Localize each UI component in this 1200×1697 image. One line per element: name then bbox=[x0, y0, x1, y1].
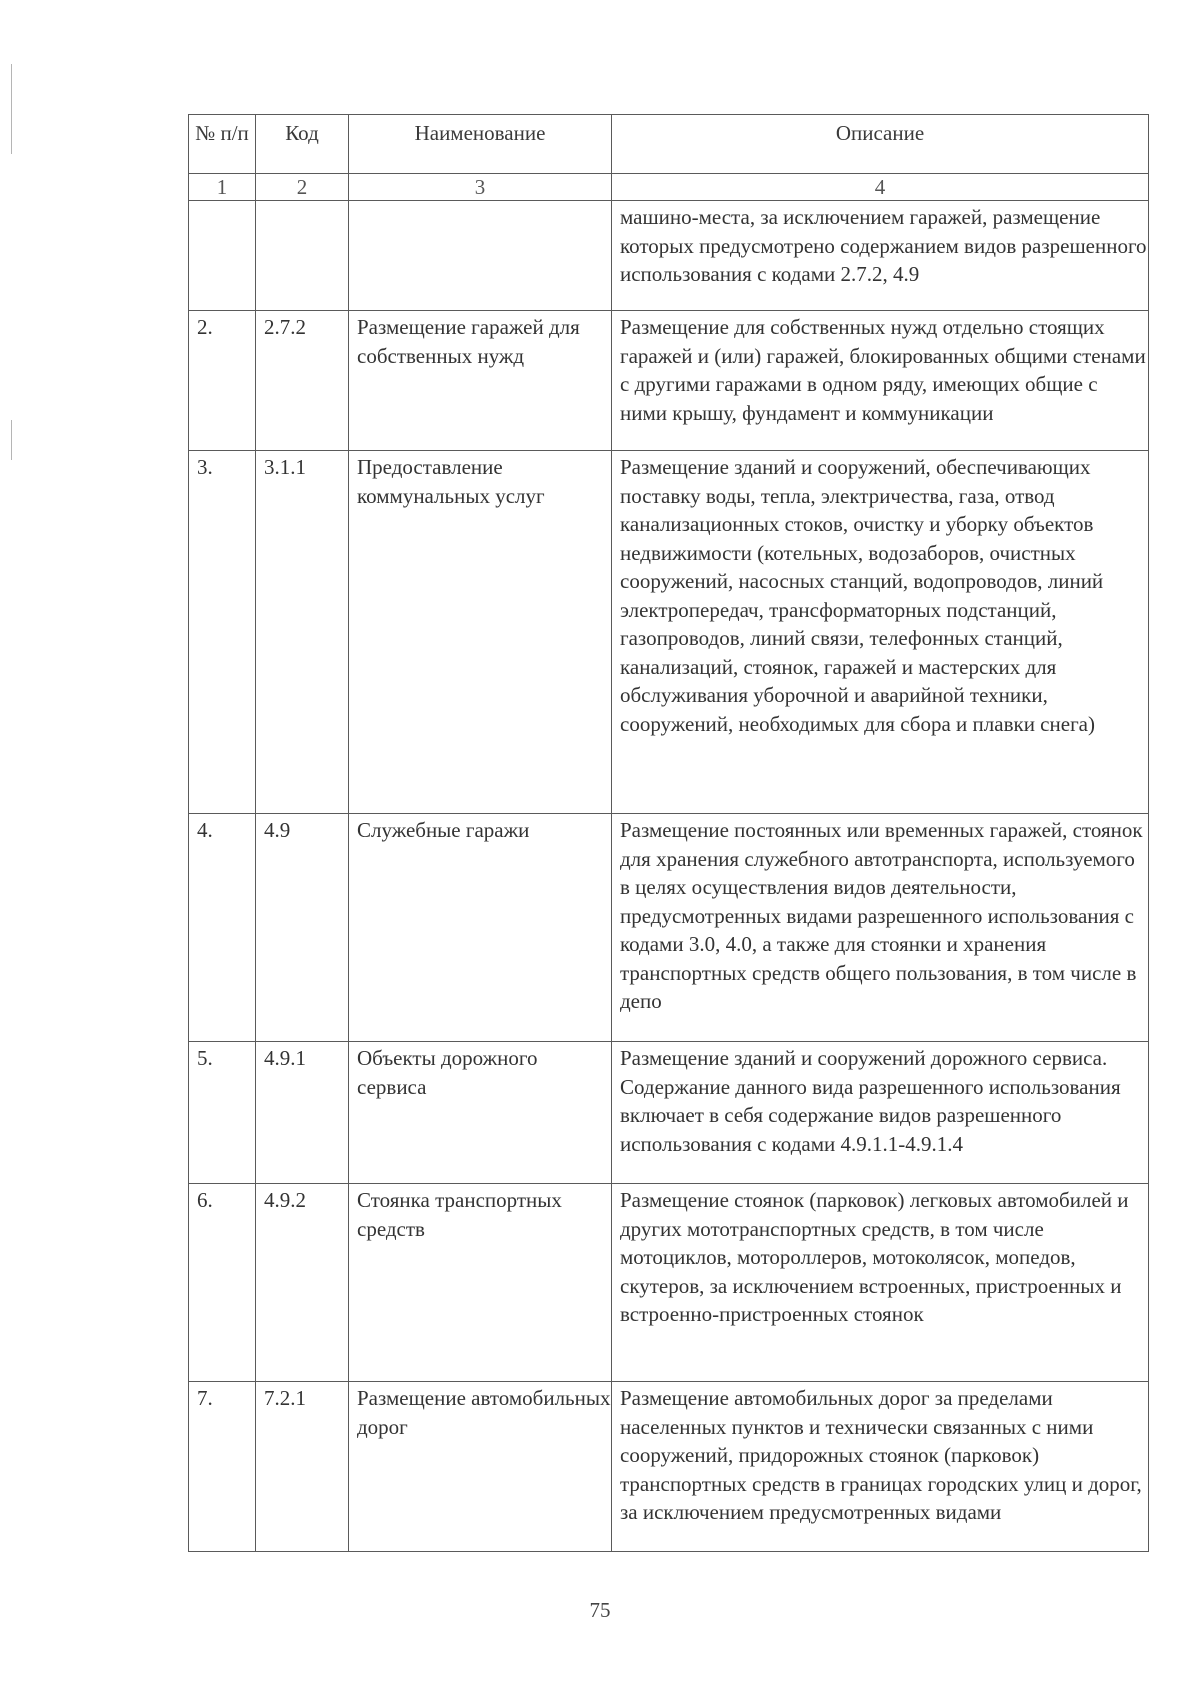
scan-margin-mark bbox=[11, 420, 12, 460]
table-row bbox=[189, 1184, 1149, 1382]
table-row bbox=[189, 814, 1149, 1042]
row-name bbox=[349, 201, 612, 311]
table-row bbox=[189, 201, 1149, 311]
column-number: 4 bbox=[612, 174, 1149, 201]
table-row bbox=[189, 451, 1149, 814]
row-code bbox=[256, 201, 349, 311]
row-description: Размещение для собственных нужд отдельно стоящих гаражей и (или) гаражей, блокированных общими стенами с другими гаражами в одном ряду, имеющих общие с ними крышу, фундамент и коммуникации bbox=[612, 311, 1149, 451]
header-name: Наименование bbox=[349, 115, 612, 174]
row-description: Размещение автомобильных дорог за пределами населенных пунктов и технически связанных с ними сооружений, придорожных стоянок (парковок) транспортных средств в границах городских улиц и дорог, за исключением предусмотренных видами bbox=[612, 1382, 1149, 1552]
row-name: Объекты дорожного сервиса bbox=[349, 1042, 612, 1184]
row-number: 5. bbox=[189, 1042, 256, 1184]
table-header-row bbox=[189, 115, 1149, 174]
table-row bbox=[189, 311, 1149, 451]
column-number-row bbox=[189, 174, 1149, 201]
column-number: 3 bbox=[349, 174, 612, 201]
row-code: 3.1.1 bbox=[256, 451, 349, 814]
land-use-table bbox=[188, 114, 1149, 1552]
row-name: Стоянка транспортных средств bbox=[349, 1184, 612, 1382]
page-number: 75 bbox=[589, 1598, 611, 1622]
row-number bbox=[189, 201, 256, 311]
row-code: 4.9 bbox=[256, 814, 349, 1042]
row-number: 4. bbox=[189, 814, 256, 1042]
row-description: Размещение стоянок (парковок) легковых автомобилей и других мототранспортных средств, в том числе мотоциклов, мотороллеров, мотоколясок, мопедов, скутеров, за исключением встроенных, пристроенных и встроенно-пристроенных стоянок bbox=[612, 1184, 1149, 1382]
header-number: № п/п bbox=[189, 115, 256, 174]
row-name: Служебные гаражи bbox=[349, 814, 612, 1042]
header-code: Код bbox=[256, 115, 349, 174]
row-number: 6. bbox=[189, 1184, 256, 1382]
row-code: 4.9.2 bbox=[256, 1184, 349, 1382]
row-description: Размещение зданий и сооружений, обеспечивающих поставку воды, тепла, электричества, газа, отвод канализационных стоков, очистку и уборку объектов недвижимости (котельных, водозаборов, очистных сооружений, насосных станций, водопроводов, линий электропередач, трансформаторных подстанций, газопроводов, линий связи, телефонных станций, канализаций, стоянок, гаражей и мастерских для обслуживания уборочной и аварийной техники, сооружений, необходимых для сбора и плавки снега) bbox=[612, 451, 1149, 814]
table-row bbox=[189, 1042, 1149, 1184]
row-description: Размещение зданий и сооружений дорожного сервиса. Содержание данного вида разрешенного использования включает в себя содержание видов разрешенного использования с кодами 4.9.1.1-4.9.1.4 bbox=[612, 1042, 1149, 1184]
table-row bbox=[189, 1382, 1149, 1552]
row-code: 7.2.1 bbox=[256, 1382, 349, 1552]
row-number: 2. bbox=[189, 311, 256, 451]
row-name: Размещение автомобильных дорог bbox=[349, 1382, 612, 1552]
row-name: Размещение гаражей для собственных нужд bbox=[349, 311, 612, 451]
row-description: машино-места, за исключением гаражей, размещение которых предусмотрено содержанием видов разрешенного использования с кодами 2.7.2, 4.9 bbox=[612, 201, 1149, 311]
column-number: 1 bbox=[189, 174, 256, 201]
row-code: 4.9.1 bbox=[256, 1042, 349, 1184]
row-name: Предоставление коммунальных услуг bbox=[349, 451, 612, 814]
row-description: Размещение постоянных или временных гаражей, стоянок для хранения служебного автотранспорта, используемого в целях осуществления видов деятельности, предусмотренных видами разрешенного использования с кодами 3.0, 4.0, а также для стоянки и хранения транспортных средств общего пользования, в том числе в депо bbox=[612, 814, 1149, 1042]
scan-margin-mark bbox=[11, 64, 12, 154]
header-description: Описание bbox=[612, 115, 1149, 174]
row-number: 3. bbox=[189, 451, 256, 814]
column-number: 2 bbox=[256, 174, 349, 201]
row-number: 7. bbox=[189, 1382, 256, 1552]
row-code: 2.7.2 bbox=[256, 311, 349, 451]
